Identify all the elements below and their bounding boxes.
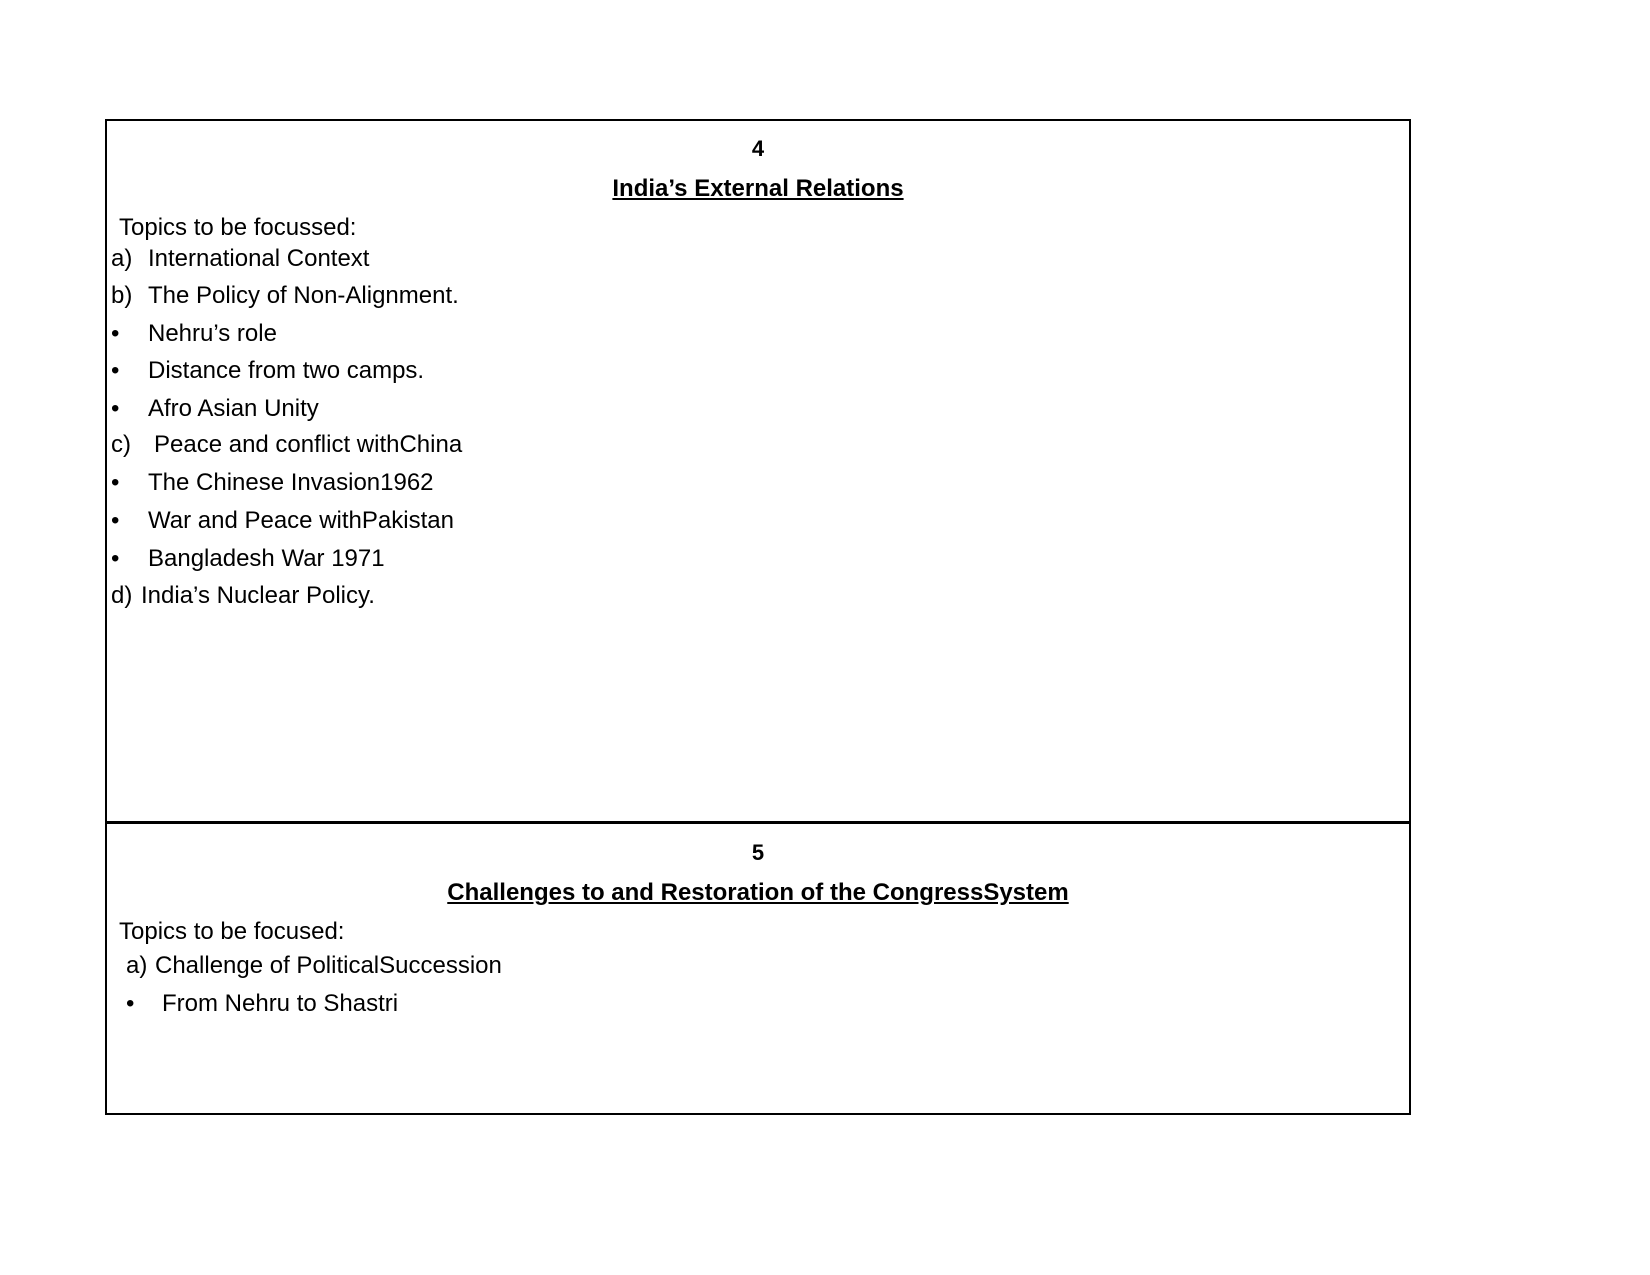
bullet-icon: •: [111, 320, 120, 347]
topics-heading: Topics to be focused:: [119, 918, 345, 945]
list-item: [111, 430, 463, 460]
list-item: [111, 581, 375, 611]
list-item-text: Challenge of PoliticalSuccession: [155, 952, 502, 979]
list-marker: a): [126, 952, 148, 979]
unit-number: 4: [751, 136, 765, 161]
list-item-text: Nehru’s role: [148, 320, 277, 347]
list-item-text: From Nehru to Shastri: [162, 990, 399, 1017]
list-item-text: Peace and conflict withChina: [154, 431, 463, 458]
list-item: [111, 281, 459, 311]
list-item-text: Distance from two camps.: [148, 357, 425, 384]
list-item: [111, 356, 425, 386]
list-item: [126, 951, 502, 981]
list-item: [111, 319, 277, 349]
bullet-icon: •: [111, 507, 120, 534]
unit-title: India’s External Relations: [612, 175, 904, 202]
list-item-text: International Context: [148, 245, 370, 272]
list-item: [126, 989, 399, 1019]
syllabus-table: [105, 119, 1411, 1115]
list-item: [111, 506, 454, 536]
list-item: [111, 244, 370, 274]
bullet-icon: •: [111, 395, 120, 422]
bullet-icon: •: [111, 469, 120, 496]
list-item-text: Bangladesh War 1971: [148, 545, 385, 572]
list-marker: c): [111, 431, 131, 458]
list-marker: d): [111, 582, 133, 609]
list-item-text: War and Peace withPakistan: [148, 507, 454, 534]
list-item-text: Afro Asian Unity: [148, 395, 319, 422]
bullet-icon: •: [111, 357, 120, 384]
unit-4-section: [107, 121, 1409, 821]
unit-5-section: [107, 821, 1409, 1113]
list-item: [111, 394, 319, 424]
bullet-icon: •: [111, 545, 120, 572]
list-item: [111, 468, 434, 498]
list-item: [111, 544, 385, 574]
topics-heading: Topics to be focussed:: [119, 214, 357, 241]
list-item-text: The Policy of Non-Alignment.: [148, 282, 459, 309]
list-marker: b): [111, 282, 133, 309]
list-marker: a): [111, 245, 133, 272]
unit-number: 5: [751, 840, 765, 865]
bullet-icon: •: [126, 990, 135, 1017]
list-item-text: The Chinese Invasion1962: [148, 469, 434, 496]
unit-title: Challenges to and Restoration of the CongressSystem: [447, 879, 1069, 906]
list-item-text: India’s Nuclear Policy.: [141, 582, 375, 609]
